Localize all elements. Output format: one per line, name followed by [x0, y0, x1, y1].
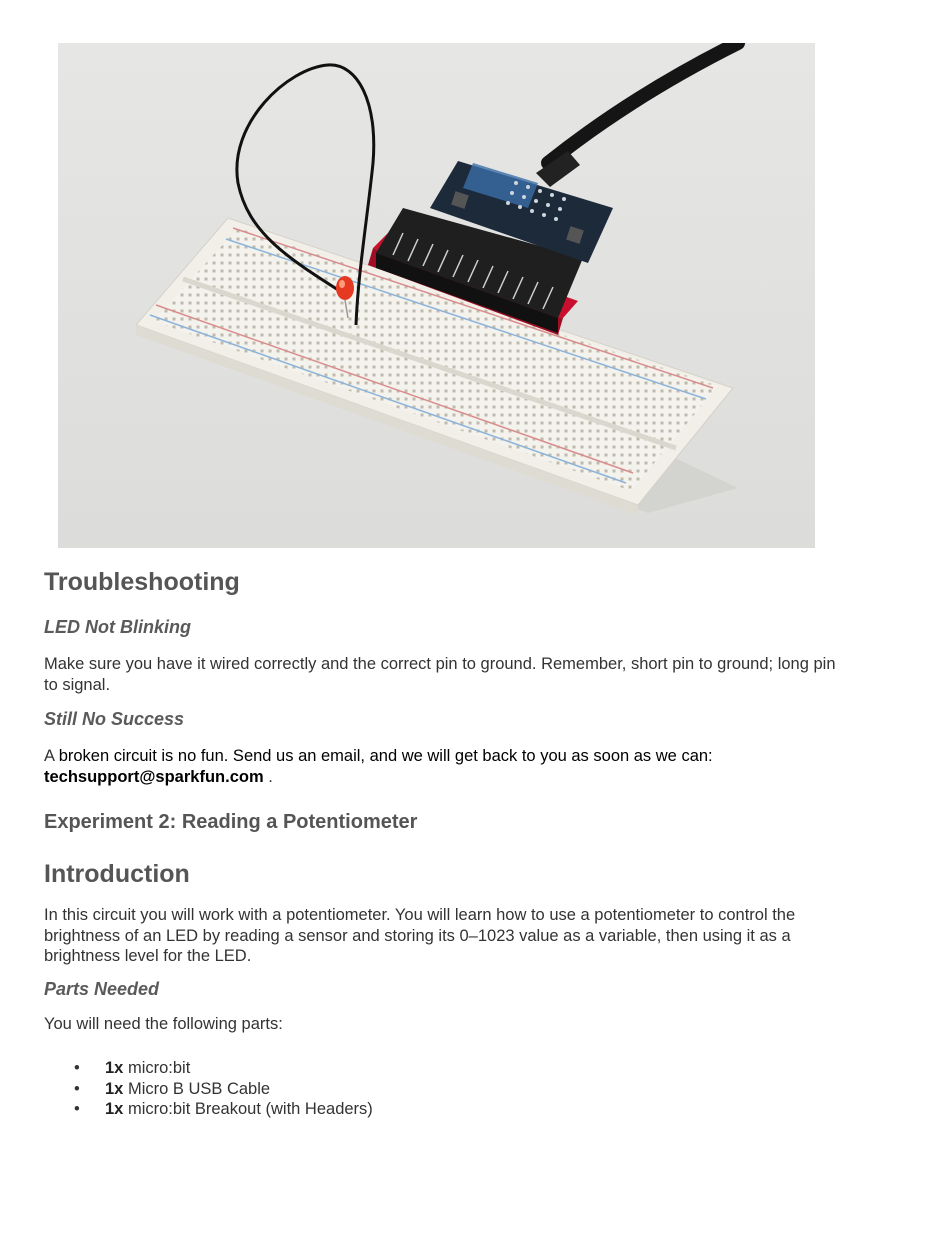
part-name: Micro B USB Cable — [127, 1079, 271, 1098]
led-not-blinking-text: Make sure you have it wired correctly and the correct pin to ground. Remember, short pin to ground; long pin to signal. — [44, 655, 836, 694]
led-not-blinking-heading: LED Not Blinking — [44, 617, 191, 637]
troubleshooting-heading: Troubleshooting — [44, 568, 240, 596]
still-text-prefix: A — [44, 747, 59, 765]
still-no-success-heading: Still No Success — [44, 709, 185, 729]
part-qty: 1x — [105, 1100, 124, 1118]
part-name: micro:bit — [127, 1059, 191, 1077]
part-name: micro:bit Breakout (with Headers) — [127, 1100, 373, 1118]
parts-list — [44, 1058, 844, 1120]
experiment-heading: Experiment 2: Reading a Potentiometer — [44, 811, 418, 833]
breadboard-photo — [58, 43, 815, 548]
part-qty: 1x — [105, 1059, 124, 1077]
parts-intro-text: You will need the following parts: — [44, 1014, 283, 1033]
still-text-end: . — [263, 767, 273, 786]
list-item: • 1x Micro B USB Cable — [74, 1079, 271, 1098]
still-text-body: broken circuit is no fun. Send us an email, and we will get back to you as soon as we can: — [58, 747, 713, 765]
support-email-link[interactable]: techsupport@sparkfun.com — [44, 767, 264, 786]
part-qty: 1x — [105, 1079, 124, 1098]
still-no-success-text — [44, 746, 744, 787]
introduction-text: In this circuit you will work with a potentiometer. You will learn how to use a potentiometer to control the brightness of an LED by reading a sensor and storing its 0–1023 value as a variable, then using it as a brightness level for the LED. — [44, 906, 796, 965]
list-item: • 1x micro:bit — [74, 1059, 191, 1077]
list-item: • 1x micro:bit Breakout (with Headers) — [74, 1100, 373, 1118]
introduction-heading: Introduction — [44, 860, 190, 888]
parts-needed-heading: Parts Needed — [44, 978, 160, 999]
